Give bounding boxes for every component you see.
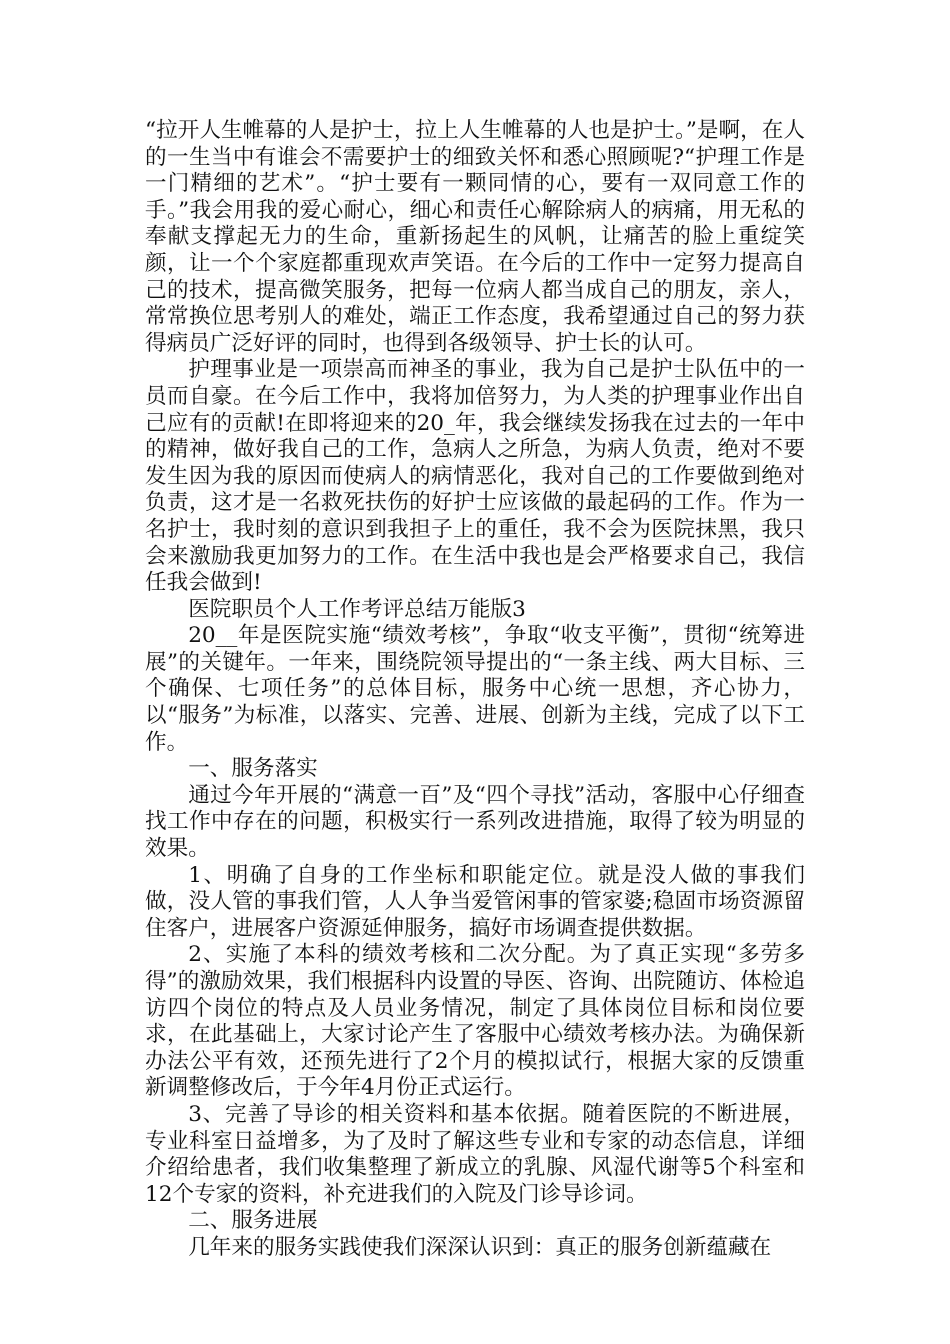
paragraph-activities: 通过今年开展的“满意一百”及“四个寻找”活动，客服中心仔细查找工作中存在的问题，积极实行一系列改进措施，取得了较为明显的效果。 — [145, 782, 805, 862]
paragraph-nurse-quote: “拉开人生帷幕的人是护士，拉上人生帷幕的人也是护士。”是啊，在人的一生当中有谁会不需要护士的细致关怀和悉心照顾呢?“护理工作是一门精细的艺术”。“护士要有一颗同情的心，要有一双同意工作的手。”我会用我的爱心耐心，细心和责任心解除病人的病痛，用无私的奉献支撑起无力的生命，重新扬起生的风帆，让痛苦的脸上重绽笑颜，让一个个家庭都重现欢声笑语。在今后的工作中一定努力提高自己的技术，提高微笑服务，把每一位病人都当成自己的朋友，亲人，常常换位思考别人的难处，端正工作态度，我希望通过自己的努力获得病员广泛好评的同时，也得到各级领导、护士长的认可。 — [145, 118, 805, 356]
paragraph-item-3: 3、完善了导诊的相关资料和基本依据。随着医院的不断进展，专业科室日益增多，为了及时了解这些专业和专家的动态信息，详细介绍给患者，我们收集整理了新成立的乳腺、风湿代谢等5个科室和12个专家的资料，补充进我们的入院及门诊导诊词。 — [145, 1101, 805, 1207]
paragraph-item-1: 1、明确了自身的工作坐标和职能定位。就是没人做的事我们做，没人管的事我们管，人人争当爱管闲事的管家婆;稳固市场资源留住客户，进展客户资源延伸服务，搞好市场调查提供数据。 — [145, 862, 805, 941]
document-page — [145, 118, 805, 1262]
paragraph-service-practice: 几年来的服务实践使我们深深认识到：真正的服务创新蕴藏在 — [188, 1234, 772, 1260]
paragraph-year-overview: 20__年是医院实施“绩效考核”，争取“收支平衡”，贯彻“统筹进展”的关键年。一年来，围绕院领导提出的“一条主线、两大目标、三个确保、七项任务”的总体目标，服务中心统一思想，齐心协力，以“服务”为标准，以落实、完善、进展、创新为主线，完成了以下工作。 — [145, 623, 805, 755]
heading-service-development: 二、服务进展 — [188, 1208, 318, 1234]
paragraph-item-2: 2、实施了本科的绩效考核和二次分配。为了真正实现“多劳多得”的激励效果，我们根据科内设置的导医、咨询、出院随访、体检追访四个岗位的特点及人员业务情况，制定了具体岗位目标和岗位要求，在此基础上，大家讨论产生了客服中心绩效考核办法。为确保新办法公平有效，还预先进行了2个月的模拟试行，根据大家的反馈重新调整修改后，于今年4月份正式运行。 — [145, 942, 805, 1101]
paragraph-nursing-career: 护理事业是一项崇高而神圣的事业，我为自己是护士队伍中的一员而自豪。在今后工作中，我将加倍努力，为人类的护理事业作出自己应有的贡献!在即将迎来的20_年，我会继续发扬我在过去的一年中的精神，做好我自己的工作，急病人之所急，为病人负责，绝对不要发生因为我的原因而使病人的病情恶化，我对自己的工作要做到绝对负责，这才是一名救死扶伤的好护士应该做的最起码的工作。作为一名护士，我时刻的意识到我担子上的重任，我不会为医院抹黑，我只会来激励我更加努力的工作。在生活中我也是会严格要求自己，我信任我会做到! — [145, 357, 805, 596]
heading-service-implementation: 一、服务落实 — [188, 756, 318, 782]
section-title-summary-3: 医院职员个人工作考评总结万能版3 — [188, 596, 526, 622]
